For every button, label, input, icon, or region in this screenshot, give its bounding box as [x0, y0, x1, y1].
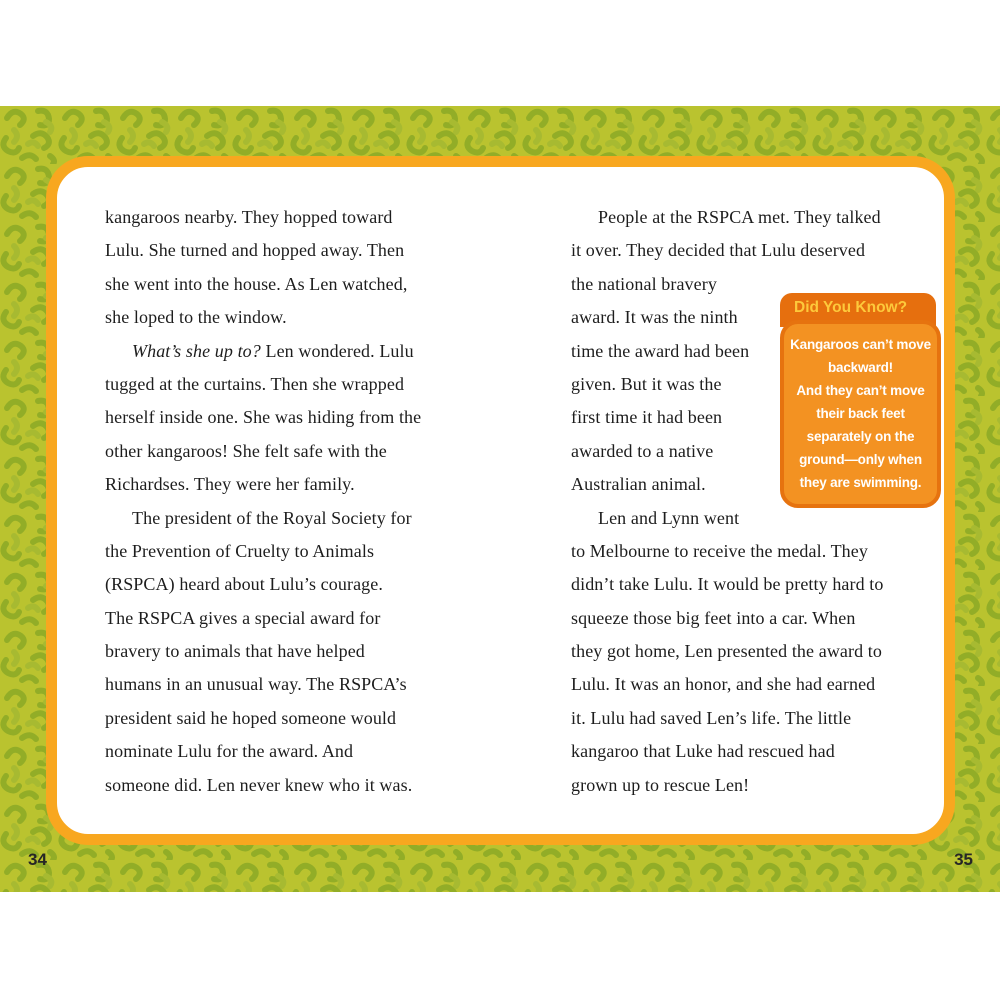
text-line: Len and Lynn went [598, 507, 740, 528]
callout-body [780, 320, 941, 508]
text-line: The president of the Royal Society for [132, 507, 412, 528]
text-line: Lulu. It was an honor, and she had earned [571, 674, 876, 695]
text-line: the national bravery [571, 273, 717, 294]
callout-text-line: backward! [828, 360, 893, 375]
page-number-right: 35 [954, 850, 973, 869]
text-line: they got home, Len presented the award to [571, 641, 882, 662]
text-line: herself inside one. She was hiding from the [105, 407, 422, 428]
text-line: it. Lulu had saved Len’s life. The little [571, 707, 852, 728]
text-line: squeeze those big feet into a car. When [571, 607, 856, 628]
text-line: kangaroo that Luke had rescued had [571, 741, 835, 762]
text-line: first time it had been [571, 407, 723, 428]
callout-text-line: And they can’t move [796, 383, 925, 398]
text-line: Australian animal. [571, 474, 706, 495]
text-line: bravery to animals that have helped [105, 641, 365, 662]
text-line: didn’t take Lulu. It would be pretty hard to [571, 574, 884, 595]
text-line: What’s she up to? Len wondered. Lulu [132, 340, 414, 361]
text-line: other kangaroos! She felt safe with the [105, 440, 387, 461]
callout-text-line: Kangaroos can’t move [790, 337, 931, 352]
text-line: tugged at the curtains. Then she wrapped [105, 373, 405, 394]
text-line: People at the RSPCA met. They talked [598, 207, 881, 227]
did-you-know-callout [780, 293, 941, 508]
text-line: she loped to the window. [105, 307, 287, 328]
text-line: award. It was the ninth [571, 307, 738, 328]
text-line: The RSPCA gives a special award for [105, 607, 381, 628]
text-line: Lulu. She turned and hopped away. Then [105, 240, 405, 261]
text-line: she went into the house. As Len watched, [105, 273, 408, 294]
callout-text-line: separately on the [806, 429, 915, 444]
text-line: time the award had been [571, 340, 750, 361]
text-line: nominate Lulu for the award. And [105, 741, 354, 762]
page-number-left: 34 [28, 850, 47, 869]
text-line: it over. They decided that Lulu deserved [571, 240, 866, 261]
text-line: given. But it was the [571, 373, 722, 394]
callout-title: Did You Know? [794, 299, 908, 316]
text-line: humans in an unusual way. The RSPCA’s [105, 674, 407, 695]
text-line: Richardses. They were her family. [105, 474, 355, 495]
text-line: awarded to a native [571, 440, 714, 461]
callout-text-line: ground—only when [799, 452, 922, 467]
text-line: grown up to rescue Len! [571, 774, 750, 795]
callout-text-line: they are swimming. [799, 475, 922, 490]
text-line: someone did. Len never knew who it was. [105, 774, 413, 795]
callout-text-line: their back feet [816, 406, 905, 421]
text-line: (RSPCA) heard about Lulu’s courage. [105, 574, 383, 595]
text-line: kangaroos nearby. They hopped toward [105, 207, 393, 227]
text-line: to Melbourne to receive the medal. They [571, 540, 868, 561]
text-line: president said he hoped someone would [105, 707, 397, 728]
text-line: the Prevention of Cruelty to Animals [105, 540, 375, 561]
left-page-text [105, 201, 470, 802]
